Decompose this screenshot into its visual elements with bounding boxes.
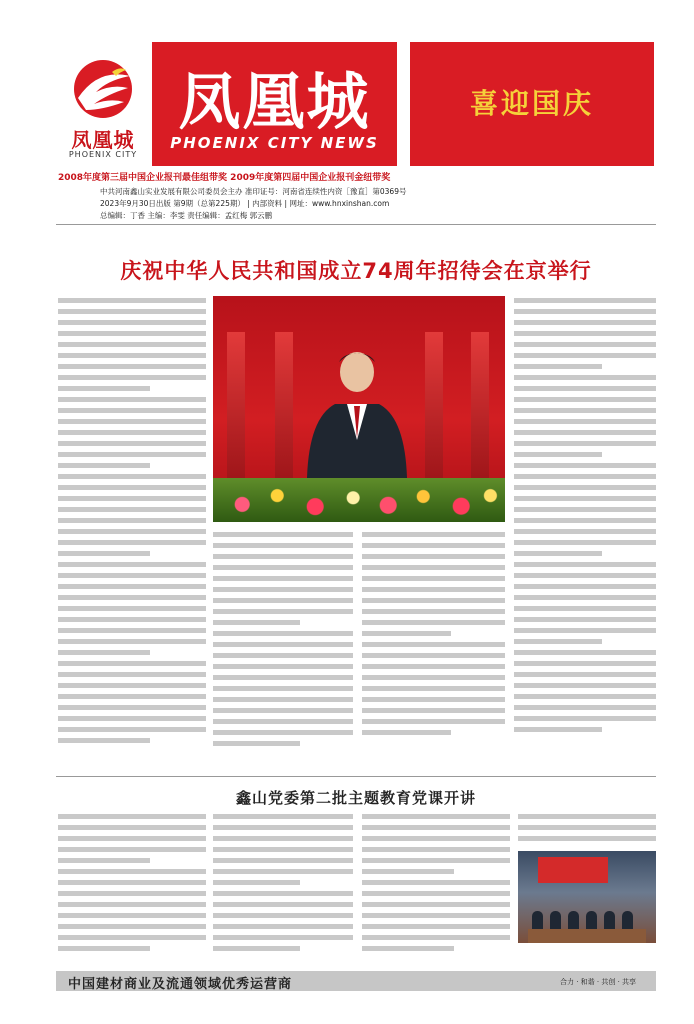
phoenix-logo-icon: [68, 58, 138, 120]
second-text-col-2: [213, 814, 353, 960]
lead-text-col-1: [58, 298, 206, 768]
lead-text-col-3: [362, 532, 505, 768]
section-divider: [56, 776, 656, 777]
second-text-col-1: [58, 814, 206, 960]
second-text-col-4: [518, 814, 656, 846]
masthead-divider: [56, 224, 656, 225]
second-headline: 鑫山党委第二批主题教育党课开讲: [235, 789, 476, 807]
footer-slogan: 中国建材商业及流通领域优秀运营商: [68, 977, 293, 992]
logo-en-text: PHOENIX CITY: [68, 150, 138, 159]
masthead-title-cn: 凤凰城: [178, 65, 371, 138]
issue-line: 2023年9月30日出版 第9期（总第225期） | 内部资料 | 网址：www.hnxinshan.com: [100, 199, 390, 208]
reception-photo: [213, 296, 505, 522]
masthead-title-en: PHOENIX CITY NEWS: [170, 134, 379, 152]
party-class-photo: [518, 851, 656, 943]
banner-title: 喜迎国庆: [469, 87, 594, 120]
second-text-col-3: [362, 814, 510, 960]
masthead-title-block: [152, 42, 397, 166]
lead-headline: 庆祝中华人民共和国成立74周年招待会在京举行: [120, 259, 592, 283]
footer-motto: 合力 · 和谐 · 共创 · 共享: [560, 978, 637, 986]
lead-text-col-4: [514, 298, 656, 768]
national-day-banner: [410, 42, 654, 166]
sponsor-line: 中共河南鑫山实业发展有限公司委员会主办 准印证号：河南省连续性内资［豫直］第0369号: [100, 187, 407, 196]
speaker-figure-icon: [301, 348, 413, 478]
logo-cn-text: 凤凰城: [71, 128, 135, 152]
award-line: 2008年度第三届中国企业报刊最佳组带奖 2009年度第四届中国企业报刊金纽带奖: [58, 173, 391, 183]
lead-text-col-2: [213, 532, 353, 768]
logo: [58, 58, 148, 168]
editors-line: 总编辑：丁香 主编：李雯 责任编辑：孟红梅 郭云鹏: [100, 211, 273, 220]
